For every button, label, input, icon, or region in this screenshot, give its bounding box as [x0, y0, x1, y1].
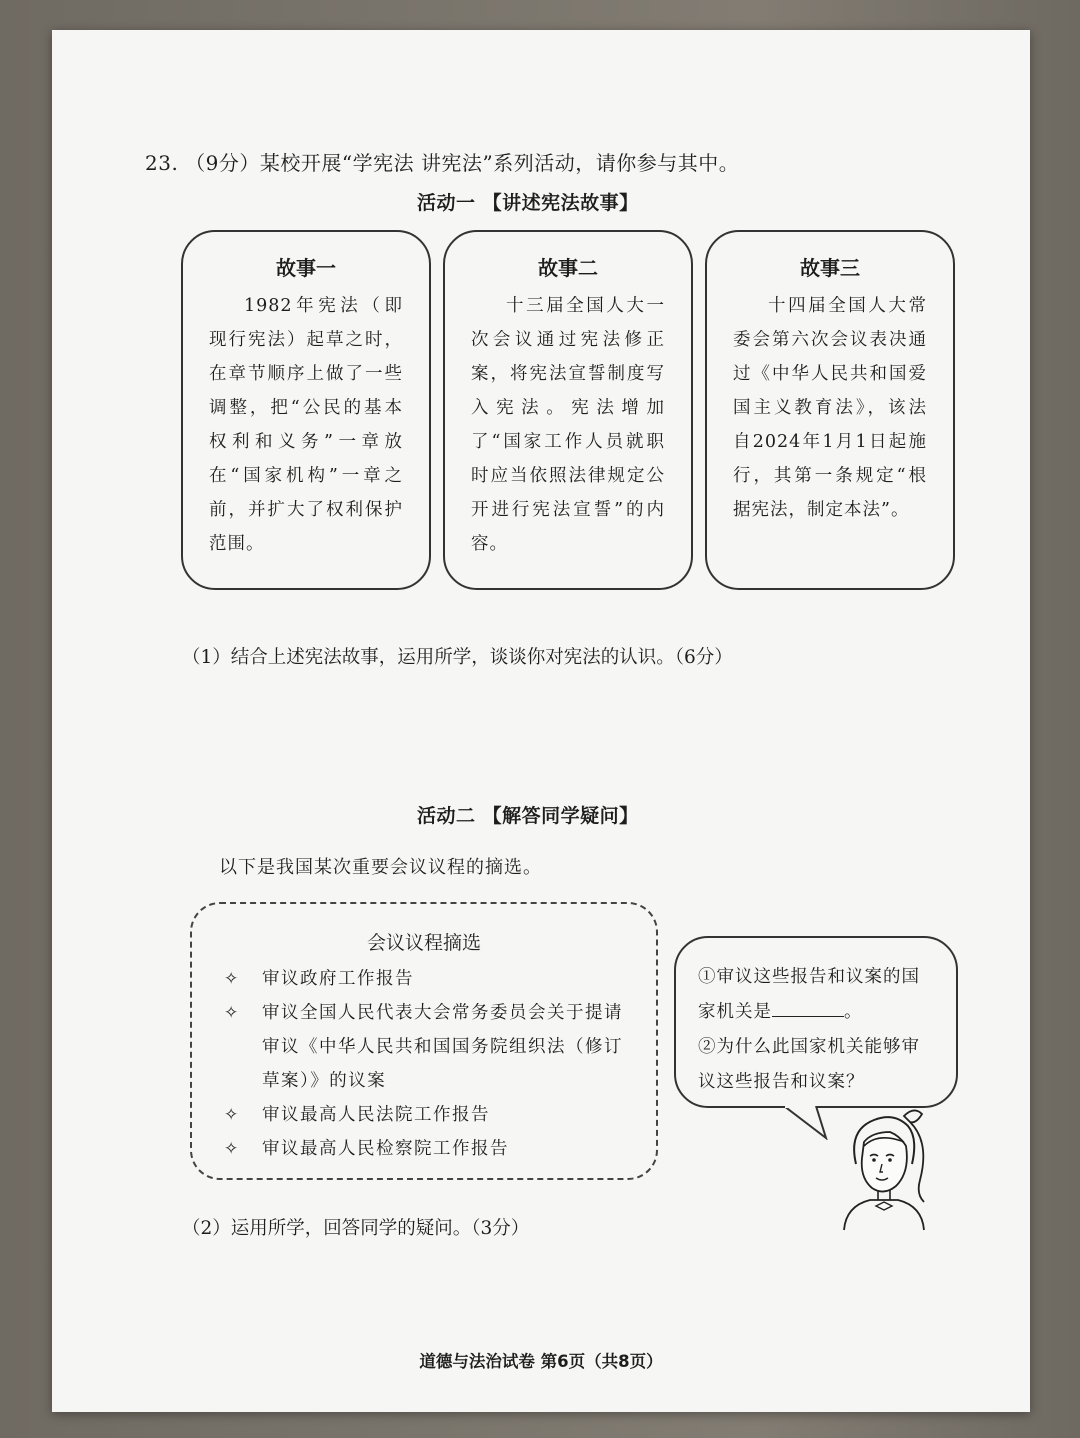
- bubble-question-1: ①审议这些报告和议案的国家机关是: [698, 967, 920, 1022]
- answer-blank[interactable]: [772, 998, 844, 1017]
- activity1-title: 活动一 【讲述宪法故事】: [417, 192, 639, 214]
- sub-question-2: （2）运用所学，回答同学的疑问。（3分）: [182, 1218, 530, 1239]
- bubble-question-2: ②为什么此国家机关能够审议这些报告和议案？: [698, 1037, 920, 1092]
- story-body: 1982年宪法（即现行宪法）起草之时，在章节顺序上做了一些调整，把“公民的基本权利和义务”一章放在“国家机构”一章之前，并扩大了权利保护范围。: [209, 296, 403, 554]
- agenda-item-text: 审议最高人民法院工作报告: [262, 1105, 490, 1125]
- bubble-period: 。: [844, 1002, 863, 1022]
- speech-bubble: [674, 936, 958, 1108]
- agenda-item: [222, 1098, 626, 1132]
- story-body: 十四届全国人大常委会第六次会议表决通过《中华人民共和国爱国主义教育法》，该法自2024年1月1日起施行，其第一条规定“根据宪法，制定本法”。: [733, 296, 927, 520]
- story-title: 故事一: [276, 256, 336, 280]
- story-body: 十三届全国人大一次会议通过宪法修正案，将宪法宣誓制度写入宪法。宪法增加了“国家工作人员就职时应当依照法律规定公开进行宪法宣誓”的内容。: [471, 296, 665, 554]
- diamond-bullet-icon: ✧: [224, 1003, 240, 1023]
- agenda-item: [222, 1132, 626, 1166]
- student-girl-icon: [834, 1102, 934, 1232]
- sub-question-1: （1）结合上述宪法故事，运用所学，谈谈你对宪法的认识。（6分）: [182, 647, 733, 668]
- story-box-1: [181, 230, 431, 590]
- activity2-intro: 以下是我国某次重要会议议程的摘选。: [219, 857, 542, 878]
- story-box-2: [443, 230, 693, 590]
- agenda-item-text: 审议最高人民检察院工作报告: [262, 1139, 509, 1159]
- diamond-bullet-icon: ✧: [224, 1139, 240, 1159]
- agenda-list: [222, 962, 626, 1166]
- page-footer: 道德与法治试卷 第6页（共8页）: [419, 1352, 663, 1371]
- diamond-bullet-icon: ✧: [224, 1105, 240, 1125]
- agenda-item: [222, 962, 626, 996]
- agenda-item: [222, 996, 626, 1098]
- story-box-3: [705, 230, 955, 590]
- diamond-bullet-icon: ✧: [224, 969, 240, 989]
- story-title: 故事二: [538, 256, 598, 280]
- agenda-box: [190, 902, 658, 1180]
- question-header: 23. （9分）某校开展“学宪法 讲宪法”系列活动，请你参与其中。: [145, 151, 740, 175]
- agenda-title: 会议议程摘选: [366, 932, 481, 954]
- bubble-tail-icon: [782, 1106, 842, 1140]
- exam-paper: [52, 30, 1030, 1412]
- agenda-item-text: 审议政府工作报告: [262, 969, 414, 989]
- agenda-item-text: 审议全国人民代表大会常务委员会关于提请审议《中华人民共和国国务院组织法（修订草案）》的议案: [262, 1003, 623, 1091]
- activity2-title: 活动二 【解答同学疑问】: [417, 805, 639, 827]
- story-title: 故事三: [800, 256, 860, 280]
